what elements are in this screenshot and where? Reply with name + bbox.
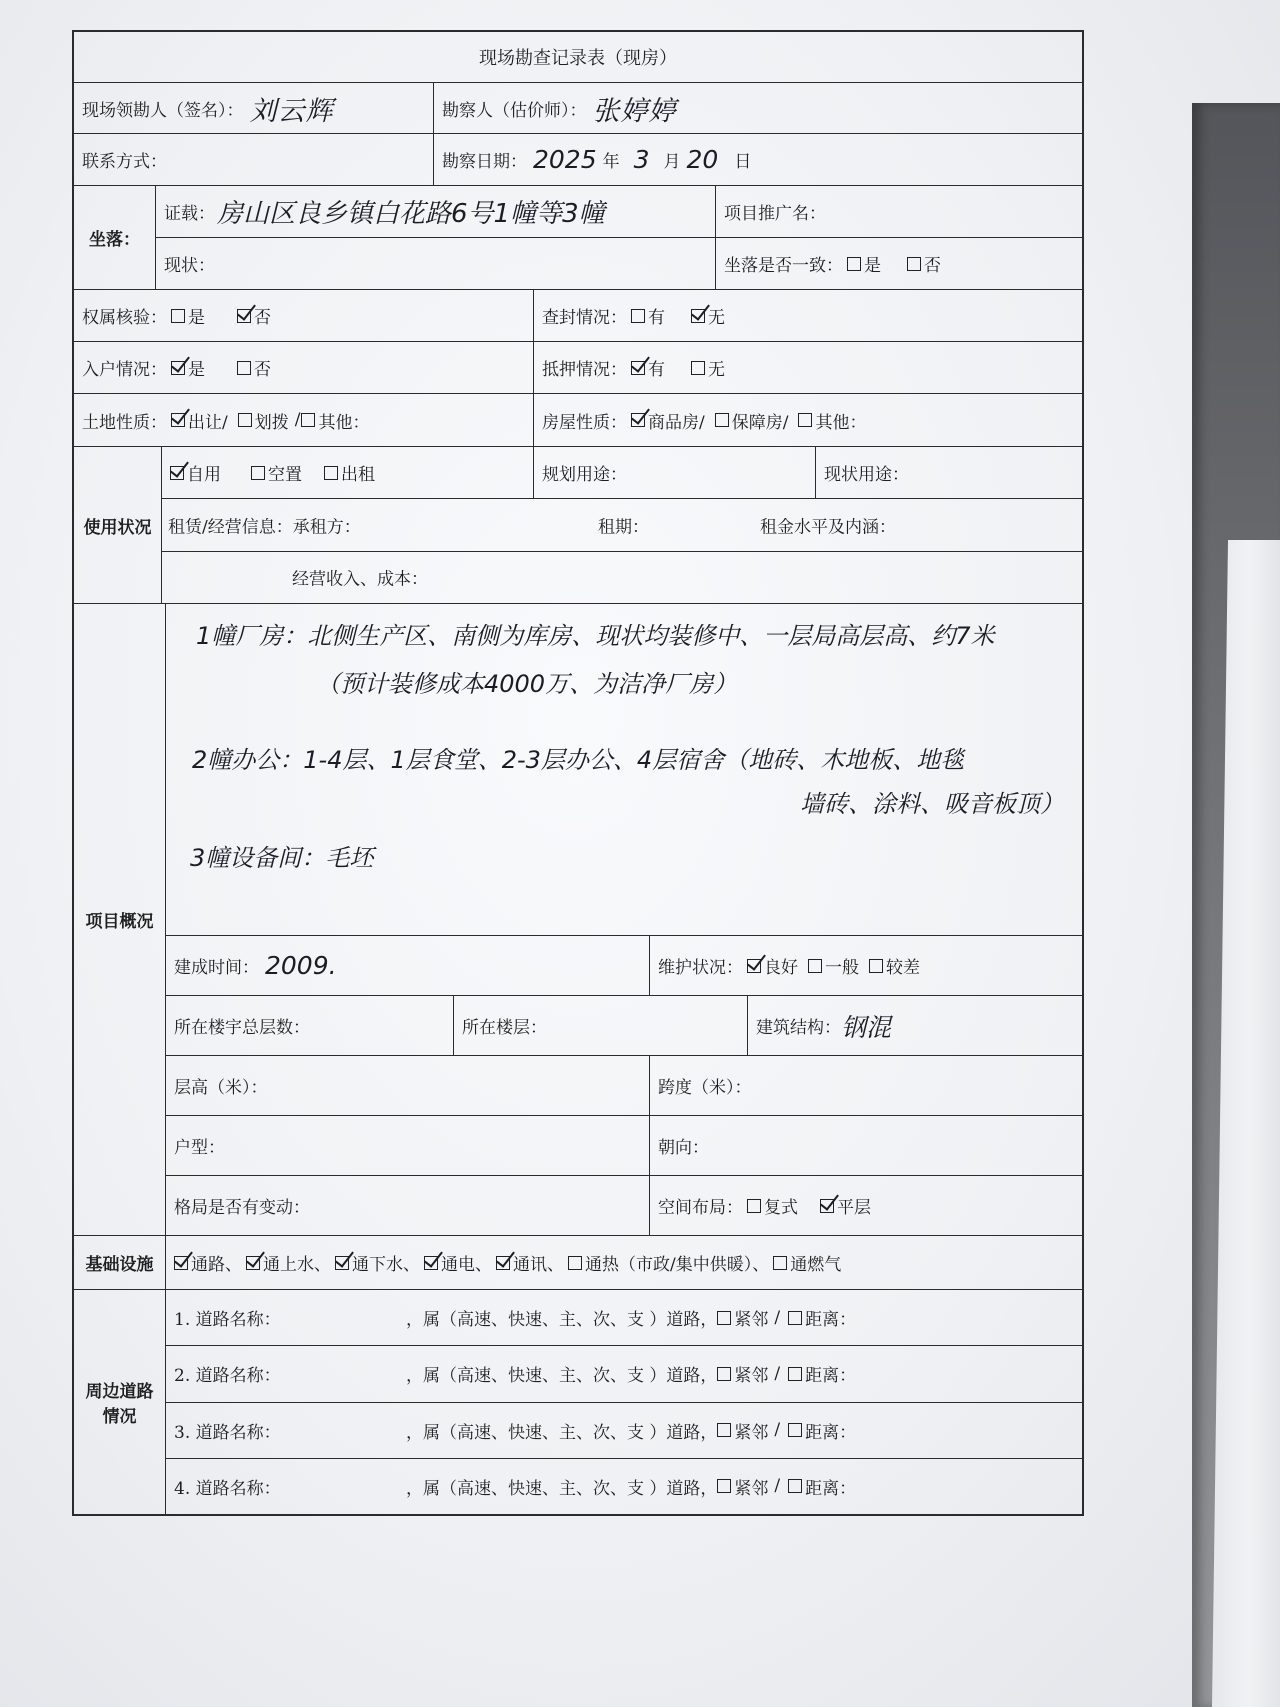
income-cell: [162, 552, 1082, 603]
structure-value: 钢混: [841, 1012, 892, 1042]
option-label: 是: [188, 360, 205, 380]
mortgage-option-no: [687, 355, 725, 380]
checkbox-icon: [301, 413, 315, 427]
mortgage-option-yes: [627, 355, 665, 380]
usage-body: [162, 447, 1082, 603]
ownership-option-no: [233, 303, 271, 328]
infra-item-heating: [564, 1250, 769, 1275]
infra-item-gas: [769, 1250, 841, 1275]
income-row: [162, 552, 1082, 603]
usage-options-cell: [162, 447, 534, 498]
infrastructure-items-cell: [166, 1236, 1082, 1289]
land-option-allocation: [234, 408, 289, 433]
house-nature-label: 房屋性质：: [542, 412, 627, 433]
checkbox-icon: [788, 1311, 802, 1325]
location-block: [74, 186, 1082, 290]
checkbox-icon: [820, 1199, 834, 1213]
road-cell: [166, 1290, 1082, 1345]
survey-date-day: 20: [686, 145, 719, 174]
checkbox-icon: [251, 466, 265, 480]
road-distance-option: [788, 1474, 856, 1499]
ownership-label: 权属核验：: [82, 308, 167, 328]
survey-record-form: [72, 30, 1084, 1516]
checkbox-icon: [717, 1479, 731, 1493]
handwritten-note-line: 墙砖、涂料、吸音板顶）: [800, 790, 1064, 818]
promo-name-cell: [716, 186, 1082, 237]
structure-cell: [748, 996, 1082, 1055]
checkbox-icon: [847, 257, 861, 271]
built-time-value: 2009.: [265, 951, 337, 980]
guide-label: 现场领勘人（签名）：: [82, 100, 244, 121]
land-option-other: [295, 408, 370, 433]
floor-label: 所在楼层：: [462, 1018, 547, 1038]
location-body: [156, 186, 1082, 289]
option-label: 通路、: [191, 1255, 242, 1275]
option-label: 紧邻: [734, 1366, 769, 1387]
infra-item-water-supply: [242, 1250, 331, 1275]
day-unit: 日: [734, 152, 752, 172]
checkbox-icon: [171, 361, 185, 375]
usage-status-row: [162, 447, 1082, 499]
ownership-cell: [74, 290, 534, 341]
option-label: 有: [648, 308, 665, 328]
location-consistent-cell: [716, 238, 1082, 289]
road-separator: /: [774, 1420, 781, 1441]
checkbox-icon: [171, 413, 185, 427]
lease-info-cell: [162, 499, 1082, 550]
road-separator: /: [774, 1363, 781, 1384]
mortgage-label: 抵押情况：: [542, 360, 627, 380]
road-separator: /: [774, 1307, 781, 1328]
maintenance-option-fair: [804, 953, 859, 978]
checkbox-icon: [869, 959, 883, 973]
seizure-option-no: [687, 303, 725, 328]
checkbox-icon: [717, 1311, 731, 1325]
lease-label: 租赁/经营信息：承租方：: [168, 517, 361, 538]
house-option-commercial: [627, 408, 705, 433]
option-label: 自用: [187, 465, 221, 486]
planned-use-label: 规划用途：: [542, 465, 627, 486]
entry-label: 入户情况：: [82, 360, 167, 380]
checkbox-icon: [907, 257, 921, 271]
option-label: 商品房/: [648, 412, 705, 433]
project-notes-area: [166, 604, 1082, 936]
seizure-label: 查封情况：: [542, 308, 627, 328]
land-nature-cell: [74, 394, 534, 446]
overview-body: [166, 604, 1082, 1235]
maintenance-option-poor: [865, 953, 920, 978]
checkbox-icon: [171, 309, 185, 323]
infrastructure-row: [74, 1236, 1082, 1290]
road-cell: [166, 1346, 1082, 1401]
checkbox-icon: [424, 1256, 438, 1270]
option-label: 通燃气: [790, 1255, 842, 1275]
survey-date-month: 3: [633, 145, 650, 174]
ownership-seizure-row: [74, 290, 1082, 342]
checkbox-icon: [237, 309, 251, 323]
infra-item-road: [170, 1250, 242, 1275]
checkbox-icon: [808, 959, 822, 973]
floors-structure-row: [166, 996, 1082, 1056]
unit-layout-cell: [166, 1116, 650, 1175]
option-label: 紧邻: [734, 1422, 769, 1443]
option-label: 平层: [837, 1198, 871, 1218]
option-label: 一般: [825, 958, 859, 978]
land-option-transfer: [167, 408, 228, 433]
entry-mortgage-row: [74, 342, 1082, 394]
option-label: 是: [864, 256, 881, 276]
handwritten-note-line: （预计装修成本4000万、为洁净厂房）: [316, 670, 738, 698]
road-adjacent-option: [717, 1418, 768, 1443]
year-unit: 年: [602, 152, 620, 172]
infra-item-drainage: [331, 1250, 420, 1275]
current-use-cell: [816, 447, 1082, 498]
road-row: [166, 1346, 1082, 1402]
guide-cell: [74, 83, 434, 133]
road-row: [166, 1459, 1082, 1514]
usage-block: [74, 447, 1082, 604]
option-label: 通热（市政/集中供暖）、: [585, 1255, 770, 1275]
infra-item-telecom: [492, 1250, 564, 1275]
checkbox-icon: [717, 1367, 731, 1381]
survey-date-cell: [434, 134, 1082, 185]
income-cost-label: 经营收入、成本：: [292, 569, 428, 590]
layout-orientation-row: [166, 1116, 1082, 1176]
checkbox-icon: [335, 1256, 349, 1270]
layout-change-row: [166, 1176, 1082, 1235]
entry-option-no: [233, 355, 271, 380]
current-location-label: 现状：: [164, 256, 215, 276]
road-name-label: 2. 道路名称：: [174, 1366, 281, 1387]
overview-label: 项目概况: [74, 604, 166, 1235]
checkbox-icon: [568, 1256, 582, 1270]
maintenance-option-good: [743, 953, 798, 978]
roads-body: [166, 1290, 1082, 1514]
house-nature-cell: [534, 394, 1082, 446]
checkbox-icon: [631, 413, 645, 427]
handwritten-note-line: 1幢厂房：北侧生产区、南侧为库房、现状均装修中、一层局高层高、约7米: [196, 622, 995, 650]
maintenance-cell: [650, 936, 1082, 995]
orientation-label: 朝向：: [658, 1138, 709, 1158]
usage-label: 使用状况: [74, 447, 162, 603]
road-adjacent-option: [717, 1305, 768, 1330]
road-row: [166, 1290, 1082, 1346]
road-name-label: 1. 道路名称：: [174, 1310, 281, 1331]
floor-cell: [454, 996, 748, 1055]
span-label: 跨度（米）：: [658, 1078, 752, 1098]
checkbox-icon: [788, 1423, 802, 1437]
checkbox-icon: [788, 1479, 802, 1493]
road-type-text: ，属（高速、快速、主、次、支 ）道路，: [406, 1366, 718, 1387]
option-label: 紧邻: [734, 1310, 769, 1331]
checkbox-icon: [238, 413, 252, 427]
option-label: 出让/: [188, 412, 228, 433]
contact-cell: [74, 134, 434, 185]
option-label: 通下水、: [352, 1255, 420, 1275]
checkbox-icon: [798, 413, 812, 427]
consistent-option-yes: [843, 251, 881, 276]
road-row: [166, 1403, 1082, 1459]
checkbox-icon: [747, 959, 761, 973]
space-layout-cell: [650, 1176, 1082, 1235]
checkbox-icon: [174, 1256, 188, 1270]
span-cell: [650, 1056, 1082, 1115]
checkbox-icon: [773, 1256, 787, 1270]
checkbox-icon: [715, 413, 729, 427]
checkbox-icon: [747, 1199, 761, 1213]
rent-level-label: 租金水平及内涵：: [760, 517, 896, 538]
handwritten-note-line: 2幢办公：1-4层、1层食堂、2-3层办公、4层宿舍（地砖、木地板、地毯: [192, 746, 965, 774]
maintenance-label: 维护状况：: [658, 958, 743, 978]
checkbox-icon: [496, 1256, 510, 1270]
land-house-row: [74, 394, 1082, 447]
house-option-other: [794, 408, 866, 433]
surveyor-label: 勘察人（估价师）：: [442, 100, 587, 121]
road-cell: [166, 1459, 1082, 1514]
contact-label: 联系方式：: [82, 152, 167, 172]
entry-cell: [74, 342, 534, 393]
space-option-duplex: [743, 1193, 798, 1218]
infra-item-electricity: [420, 1250, 492, 1275]
roads-block: [74, 1290, 1082, 1514]
built-time-cell: [166, 936, 650, 995]
road-name-label: 4. 道路名称：: [174, 1478, 281, 1499]
option-label: 距离：: [805, 1366, 857, 1387]
personnel-row: [74, 83, 1082, 134]
entry-option-yes: [167, 355, 205, 380]
infrastructure-label: 基础设施: [74, 1236, 166, 1289]
road-type-text: ，属（高速、快速、主、次、支 ）道路，: [406, 1478, 718, 1499]
road-distance-option: [788, 1361, 856, 1386]
road-separator: /: [774, 1476, 781, 1497]
total-floors-cell: [166, 996, 454, 1055]
option-label: 通电、: [441, 1255, 492, 1275]
overview-block: [74, 604, 1082, 1236]
option-prefix: /: [294, 410, 301, 430]
road-cell: [166, 1403, 1082, 1458]
month-unit: 月: [663, 152, 681, 172]
current-use-label: 现状用途：: [824, 465, 909, 486]
current-location-row: [156, 238, 1082, 289]
ownership-option-yes: [167, 303, 205, 328]
location-consistent-label: 坐落是否一致：: [724, 256, 843, 276]
road-name-label: 3. 道路名称：: [174, 1422, 281, 1443]
roads-label: 周边道路情况: [74, 1290, 166, 1514]
registered-location-value: 房山区良乡镇白花路6号1幢等3幢: [217, 199, 605, 229]
road-distance-option: [788, 1418, 856, 1443]
checkbox-icon: [788, 1367, 802, 1381]
floor-height-cell: [166, 1056, 650, 1115]
survey-date-year: 2025: [533, 145, 597, 174]
option-label: 复式: [764, 1198, 798, 1218]
registered-location-row: [156, 186, 1082, 238]
option-label: 紧邻: [734, 1478, 769, 1499]
title-row: [74, 32, 1082, 83]
option-label: 无: [708, 308, 725, 328]
option-label: 无: [708, 360, 725, 380]
contact-date-row: [74, 134, 1082, 186]
option-label: 较差: [886, 958, 920, 978]
layout-change-cell: [166, 1176, 650, 1235]
promo-name-label: 项目推广名：: [724, 204, 826, 224]
current-location-cell: [156, 238, 716, 289]
lease-info-row: [162, 499, 1082, 551]
guide-signature: 刘云辉: [249, 95, 334, 127]
checkbox-icon: [246, 1256, 260, 1270]
option-label: 划拨: [254, 412, 289, 433]
road-type-text: ，属（高速、快速、主、次、支 ）道路，: [406, 1422, 718, 1443]
surveyor-cell: [434, 83, 1082, 133]
house-option-affordable: [711, 408, 789, 433]
checkbox-icon: [691, 309, 705, 323]
mortgage-cell: [534, 342, 1082, 393]
height-span-row: [166, 1056, 1082, 1116]
checkbox-icon: [717, 1423, 731, 1437]
total-floors-label: 所在楼宇总层数：: [174, 1018, 310, 1038]
checkbox-icon: [324, 466, 338, 480]
checkbox-icon: [631, 361, 645, 375]
built-maintenance-row: [166, 936, 1082, 996]
consistent-option-no: [903, 251, 941, 276]
option-label: 出租: [341, 465, 375, 486]
unit-layout-label: 户型：: [174, 1138, 225, 1158]
checkbox-icon: [170, 466, 184, 480]
layout-change-label: 格局是否有变动：: [174, 1198, 310, 1218]
lease-term-label: 租期：: [598, 517, 649, 538]
option-label: 距离：: [805, 1310, 857, 1331]
option-label: 其他：: [318, 412, 370, 433]
road-adjacent-option: [717, 1361, 768, 1386]
option-label: 是: [188, 308, 205, 328]
handwritten-note-line: 3幢设备间：毛坯: [190, 844, 374, 872]
option-label: 否: [254, 360, 271, 380]
option-label: 通讯、: [513, 1255, 564, 1275]
checkbox-icon: [691, 361, 705, 375]
road-adjacent-option: [717, 1474, 768, 1499]
option-label: 通上水、: [263, 1255, 331, 1275]
option-label: 有: [648, 360, 665, 380]
floor-height-label: 层高（米）：: [174, 1078, 268, 1098]
option-label: 空置: [268, 465, 302, 486]
planned-use-cell: [534, 447, 816, 498]
usage-option-self: [170, 460, 221, 485]
structure-label: 建筑结构：: [756, 1018, 841, 1038]
checkbox-icon: [237, 361, 251, 375]
built-time-label: 建成时间：: [174, 958, 259, 978]
road-distance-option: [788, 1305, 856, 1330]
seizure-cell: [534, 290, 1082, 341]
option-label: 否: [254, 308, 271, 328]
location-label: 坐落：: [74, 186, 156, 289]
option-label: 良好: [764, 958, 798, 978]
usage-option-vacant: [247, 460, 302, 485]
registered-label: 证载：: [164, 204, 215, 224]
option-label: 否: [924, 256, 941, 276]
space-layout-label: 空间布局：: [658, 1198, 743, 1218]
seizure-option-yes: [627, 303, 665, 328]
checkbox-icon: [631, 309, 645, 323]
option-label: 其他：: [815, 412, 867, 433]
survey-date-label: 勘察日期：: [442, 152, 527, 172]
space-option-flat: [816, 1193, 871, 1218]
usage-option-rent: [320, 460, 375, 485]
registered-location-cell: [156, 186, 716, 237]
road-type-text: ，属（高速、快速、主、次、支 ）道路，: [406, 1310, 718, 1331]
option-label: 距离：: [805, 1478, 857, 1499]
land-nature-label: 土地性质：: [82, 412, 167, 433]
option-label: 距离：: [805, 1422, 857, 1443]
option-label: 保障房/: [731, 412, 789, 433]
surveyor-signature: 张婷婷: [592, 95, 677, 127]
orientation-cell: [650, 1116, 1082, 1175]
form-title: 现场勘查记录表（现房）: [479, 48, 677, 69]
